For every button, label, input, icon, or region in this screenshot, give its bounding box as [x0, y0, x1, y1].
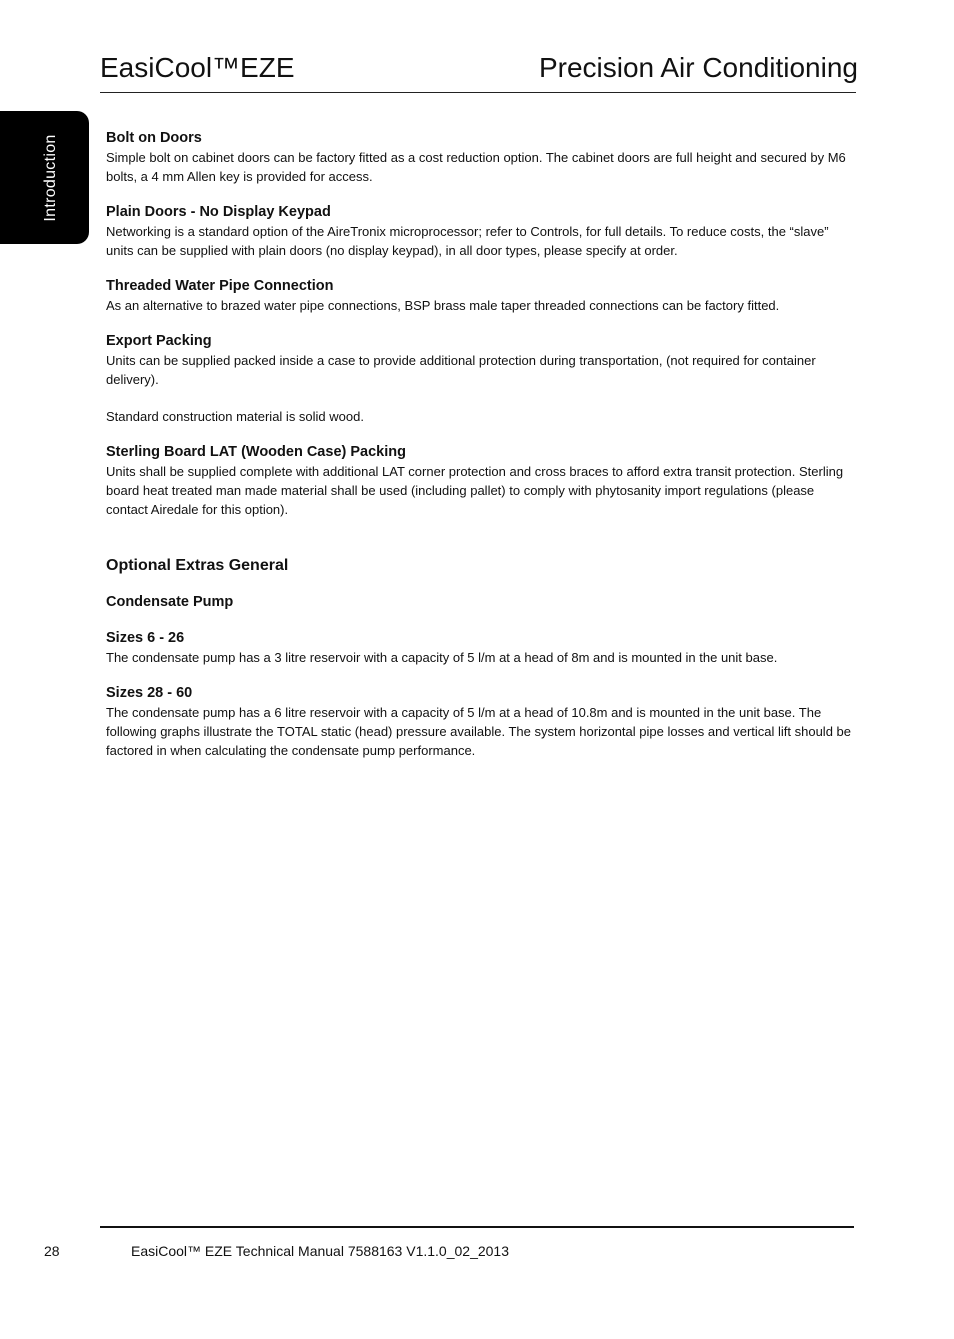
footer-manual-title: EasiCool™ EZE Technical Manual 7588163 V1.1.0_02_2013 [131, 1243, 509, 1259]
header-product-name: EasiCool™EZE [100, 52, 295, 83]
side-tab-label: Introduction [42, 134, 59, 222]
section-sterling-board-packing [106, 443, 854, 519]
section-heading: Sterling Board LAT (Wooden Case) Packing [106, 444, 406, 460]
section-plain-doors [106, 203, 854, 260]
section-heading: Export Packing [106, 333, 212, 349]
section-heading: Plain Doors - No Display Keypad [106, 204, 331, 220]
section-paragraph: The condensate pump has a 6 litre reservoir with a capacity of 5 l/m at a head of 10.8m and is mounted in the unit base. The following graphs illustrate the TOTAL static (head) pressure available. The system horizontal pipe losses and vertical lift should be factored in when calculating the condensate pump performance. [106, 705, 851, 758]
section-sizes-6-26 [106, 629, 854, 667]
section-threaded-water-pipe [106, 277, 854, 315]
section-paragraph: The condensate pump has a 3 litre reservoir with a capacity of 5 l/m at a head of 8m and is mounted in the unit base. [106, 650, 778, 665]
section-paragraph: Units shall be supplied complete with additional LAT corner protection and cross braces to afford extra transit protection. Sterling board heat treated man made material shall be used (including pallet) to comply with phytosanity import regulations (please contact Airedale for this option). [106, 464, 844, 517]
section-heading: Bolt on Doors [106, 130, 202, 146]
header-divider [100, 92, 856, 93]
section-sizes-28-60 [106, 684, 854, 760]
section-heading: Threaded Water Pipe Connection [106, 278, 334, 294]
footer-divider [100, 1226, 854, 1228]
section-heading: Sizes 28 - 60 [106, 685, 193, 701]
section-paragraph: Simple bolt on cabinet doors can be factory fitted as a cost reduction option. The cabinet doors are full height and secured by M6 bolts, a 4 mm Allen key is provided for access. [106, 150, 846, 184]
header-document-title: Precision Air Conditioning [538, 52, 858, 83]
section-heading: Sizes 6 - 26 [106, 630, 185, 646]
condensate-pump-section [106, 593, 854, 612]
section-paragraph: Standard construction material is solid wood. [106, 409, 364, 424]
section-bolt-on-doors [106, 129, 854, 186]
condensate-pump-heading: Condensate Pump [106, 594, 234, 610]
footer-page-number: 28 [44, 1243, 60, 1259]
section-paragraph: As an alternative to brazed water pipe connections, BSP brass male taper threaded connections can be factory fitted. [106, 298, 780, 313]
optional-extras-heading: Optional Extras General [106, 557, 289, 574]
section-export-packing [106, 332, 854, 426]
section-paragraph: Networking is a standard option of the AireTronix microprocessor; refer to Controls, for full details. To reduce costs, the “slave” units can be supplied with plain doors (no display keypad), in all door types, please specify at order. [106, 224, 829, 258]
section-paragraph: Units can be supplied packed inside a case to provide additional protection during transportation, (not required for container delivery). [106, 353, 816, 387]
page-content [106, 129, 854, 777]
